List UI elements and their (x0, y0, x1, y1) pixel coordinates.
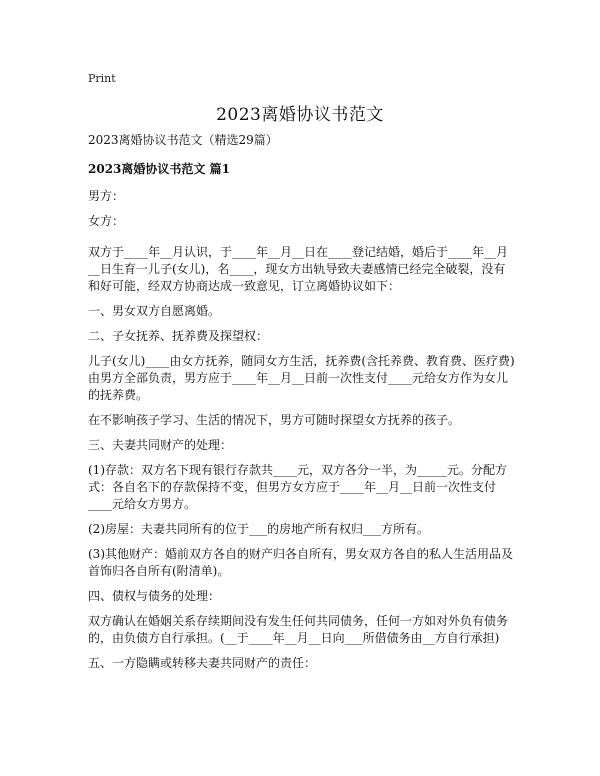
paragraph: 四、债权与债务的处理： (88, 589, 221, 603)
paragraph: (2)房屋：夫妻共同所有的位于___的房地产所有权归___方所有。 (88, 522, 430, 536)
paragraph: 一、男女双方自愿离婚。 (88, 304, 221, 318)
paragraph: 二、子女抚养、抚养费及探望权： (88, 329, 269, 343)
paragraph: 双方确认在婚姻关系存续期间没有发生任何共同债务，任何一方如对外负有债务的，由负债方自行承担。(__于____年__月__日向___所借债务由__方自行承担) (88, 614, 509, 645)
paragraph: 三、夫妻共同财产的处理： (88, 438, 233, 452)
paragraph: (1)存款：双方名下现有银行存款共____元，双方各分一半，为_____元。分配方式：各自名下的存款保持不变，但男方女方应于____年__月__日前一次性支付____元给女方男方。 (88, 463, 508, 511)
paragraph: 在不影响孩子学习、生活的情况下，男方可随时探望女方抚养的孩子。 (88, 413, 461, 427)
paragraph: 儿子(女儿)____由女方抚养，随同女方生活，抚养费(含托养费、教育费、医疗费)由男方全部负责，男方应于____年__月__日前一次性支付____元给女方作为女儿的抚养费。 (88, 354, 515, 402)
document-subtitle: 2023离婚协议书范文（精选29篇） (88, 133, 278, 147)
paragraph: (3)其他财产：婚前双方各自的财产归各自所有，男女双方各自的私人生活用品及首饰归各自所有(附清单)。 (88, 547, 514, 578)
paragraph: 男方： (88, 189, 125, 203)
paragraph: 女方： (88, 214, 125, 228)
paragraph: 双方于____年__月认识，于____年__月__日在____登记结婚，婚后于____年__月__日生育一儿子(女儿)，名____，现女方出轨导致夫妻感情已经完全破裂，没有和好可能，经双方协商达成一致意见，订立离婚协议如下： (88, 245, 509, 293)
document-body (88, 132, 516, 680)
page-title: 2023离婚协议书范文 (216, 105, 384, 125)
paragraph: 五、一方隐瞒或转移夫妻共同财产的责任： (88, 656, 317, 670)
print-label[interactable]: Print (88, 72, 116, 85)
section-title: 2023离婚协议书范文 篇1 (88, 162, 230, 176)
